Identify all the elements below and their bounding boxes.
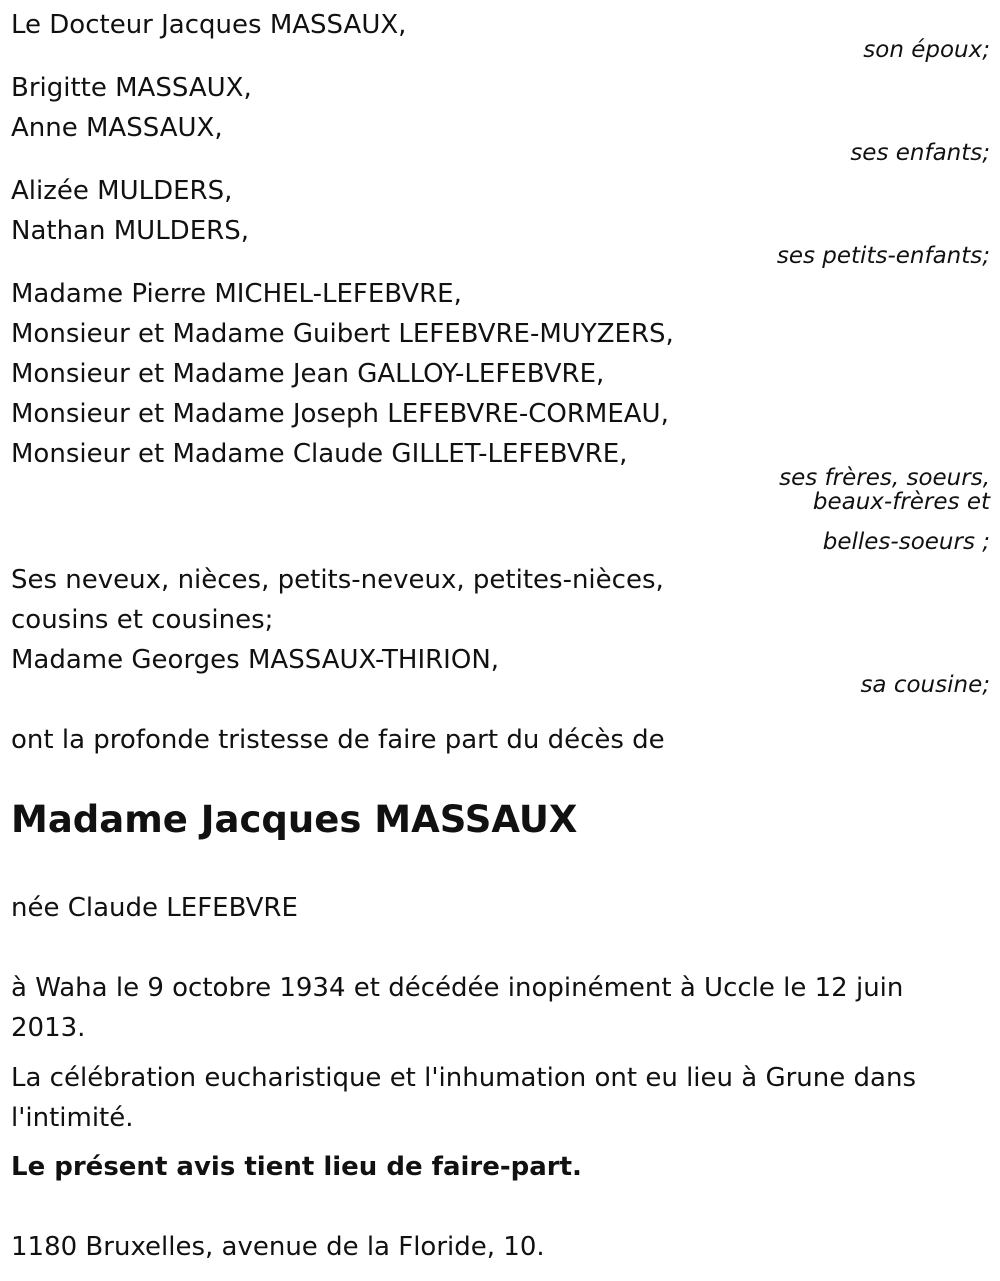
siblings-role-line: ses frères, soeurs,: [779, 465, 990, 491]
siblings-role-line: beaux-frères et: [812, 489, 990, 515]
sibling-name: Monsieur et Madame Jean GALLOY-LEFEBVRE,: [11, 359, 605, 389]
born-name: née Claude LEFEBVRE: [11, 893, 298, 923]
grandchild-name: Alizée MULDERS,: [11, 176, 233, 206]
cousin-role: sa cousine;: [860, 672, 990, 698]
deceased-name: Madame Jacques MASSAUX: [11, 798, 578, 841]
announcement-text: ont la profonde tristesse de faire part du décès de: [11, 725, 665, 755]
spouse-name: Le Docteur Jacques MASSAUX,: [11, 10, 407, 40]
notice-text: Le présent avis tient lieu de faire-part.: [11, 1152, 582, 1182]
sibling-name: Monsieur et Madame Guibert LEFEBVRE-MUYZERS,: [11, 319, 674, 349]
address-text: 1180 Bruxelles, avenue de la Floride, 10.: [11, 1232, 545, 1262]
grandchild-name: Nathan MULDERS,: [11, 216, 249, 246]
spouse-role: son époux;: [863, 37, 990, 63]
ceremony-text: La célébration eucharistique et l'inhumation ont eu lieu à Grune dans l'intimité.: [11, 1063, 916, 1133]
child-name: Brigitte MASSAUX,: [11, 73, 252, 103]
sibling-name: Madame Pierre MICHEL-LEFEBVRE,: [11, 279, 462, 309]
sibling-name: Monsieur et Madame Joseph LEFEBVRE-CORMEAU,: [11, 399, 669, 429]
extended-family-line: Ses neveux, nièces, petits-neveux, petites-nièces,: [11, 565, 664, 595]
extended-family-line: cousins et cousines;: [11, 605, 274, 635]
children-role: ses enfants;: [850, 140, 990, 166]
birth-death-text: à Waha le 9 octobre 1934 et décédée inopinément à Uccle le 12 juin 2013.: [11, 973, 904, 1043]
child-name: Anne MASSAUX,: [11, 113, 223, 143]
grandchildren-role: ses petits-enfants;: [776, 243, 990, 269]
extended-family-line: Madame Georges MASSAUX-THIRION,: [11, 645, 500, 675]
sibling-name: Monsieur et Madame Claude GILLET-LEFEBVRE,: [11, 439, 628, 469]
siblings-role-line: belles-soeurs ;: [822, 529, 990, 555]
